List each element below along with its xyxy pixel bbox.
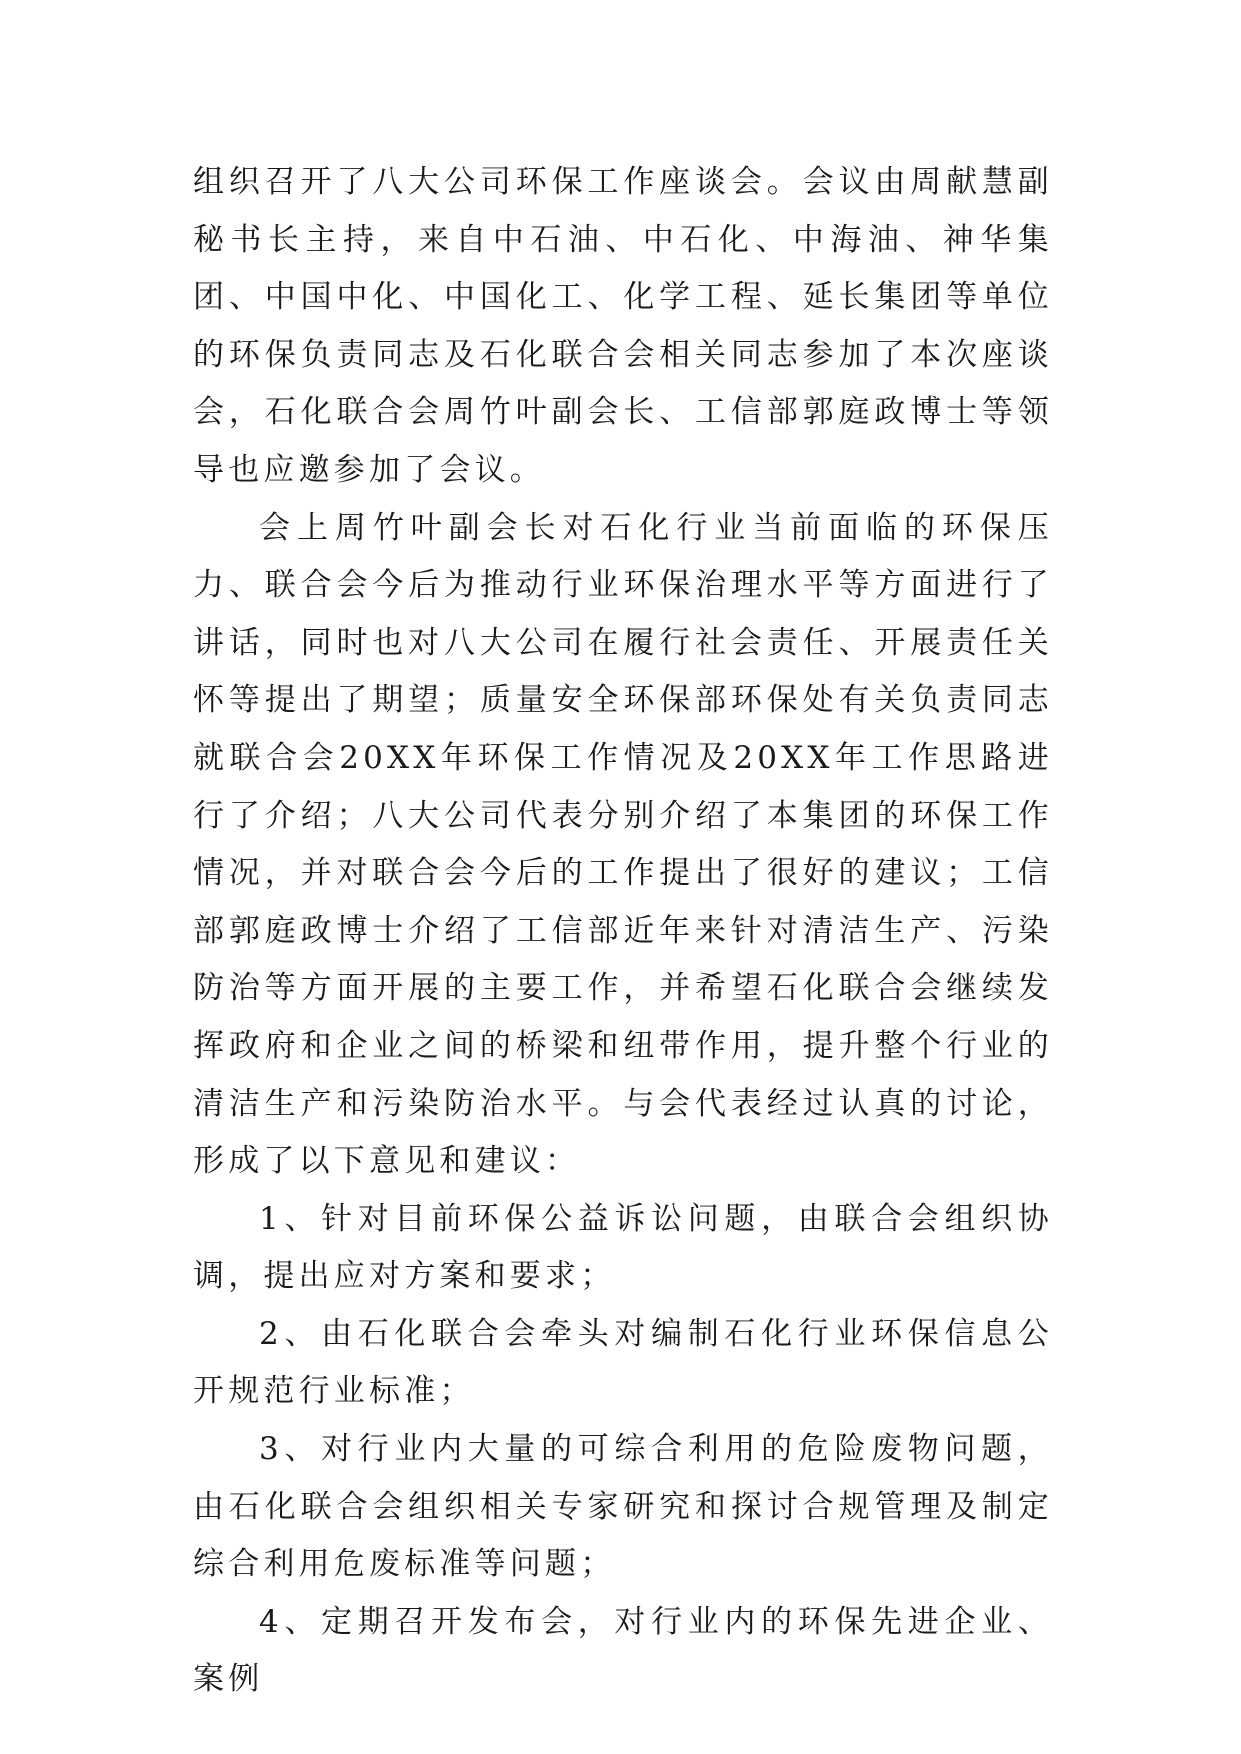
list-item-suggestion-4: 4、定期召开发布会，对行业内的环保先进企业、案例 <box>193 1603 1053 1698</box>
list-item-suggestion-2: 2、由石化联合会牵头对编制石化行业环保信息公开规范行业标准； <box>193 1315 1053 1410</box>
list-item-suggestion-3: 3、对行业内大量的可综合利用的危险废物问题，由石化联合会组织相关专家研究和探讨合规管理及制定综合利用危废标准等问题； <box>193 1431 1053 1583</box>
paragraph-meeting-intro: 组织召开了八大公司环保工作座谈会。会议由周献慧副秘书长主持，来自中石油、中石化、中海油、神华集团、中国中化、中国化工、化学工程、延长集团等单位的环保负责同志及石化联合会相关同志参加了本次座谈会，石化联合会周竹叶副会长、工信部郭庭政博士等领导也应邀参加了会议。 <box>193 164 1053 488</box>
list-item-suggestion-1: 1、针对目前环保公益诉讼问题，由联合会组织协调，提出应对方案和要求； <box>193 1200 1053 1295</box>
document-body <box>193 154 1053 1709</box>
paragraph-meeting-speeches: 会上周竹叶副会长对石化行业当前面临的环保压力、联合会今后为推动行业环保治理水平等方面进行了讲话，同时也对八大公司在履行社会责任、开展责任关怀等提出了期望；质量安全环保部环保处有关负责同志就联合会20XX年环保工作情况及20XX年工作思路进行了介绍；八大公司代表分别介绍了本集团的环保工作情况，并对联合会今后的工作提出了很好的建议；工信部郭庭政博士介绍了工信部近年来针对清洁生产、污染防治等方面开展的主要工作，并希望石化联合会继续发挥政府和企业之间的桥梁和纽带作用，提升整个行业的清洁生产和污染防治水平。与会代表经过认真的讨论，形成了以下意见和建议： <box>193 509 1053 1180</box>
